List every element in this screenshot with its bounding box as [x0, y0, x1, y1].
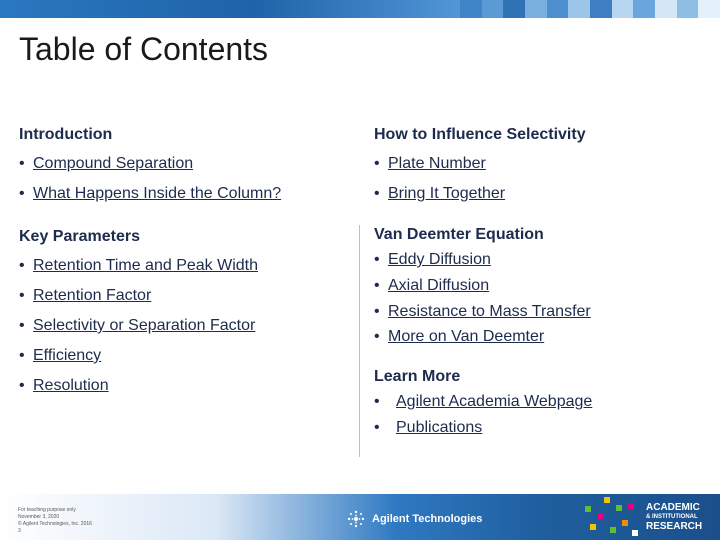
footer-line: November 3, 2020	[18, 514, 60, 520]
toc-link-axial-diffusion[interactable]	[374, 277, 489, 295]
bullet: •	[374, 393, 380, 410]
bullet: •	[374, 328, 380, 345]
toc-link-label[interactable]: Compound Separation	[33, 155, 194, 172]
toc-link-what-happens[interactable]	[19, 185, 281, 203]
toc-link-label[interactable]: Eddy Diffusion	[388, 251, 491, 268]
bullet: •	[19, 287, 25, 304]
academic-research-badge	[646, 502, 718, 532]
toc-link-bring-together[interactable]	[374, 185, 505, 203]
toc-link-label[interactable]: Resistance to Mass Transfer	[388, 303, 591, 320]
bullet: •	[374, 155, 380, 172]
agilent-spark-icon	[346, 509, 366, 529]
bullet: •	[374, 277, 380, 294]
bullet: •	[374, 419, 380, 436]
footer-line: © Agilent Technologies, Inc. 2016	[18, 521, 92, 527]
toc-link-compound-separation[interactable]	[19, 155, 193, 173]
bullet: •	[19, 317, 25, 334]
heading-learn-more: Learn More	[374, 368, 461, 385]
bullet: •	[374, 251, 380, 268]
toc-link-efficiency[interactable]	[19, 347, 101, 365]
toc-link-label[interactable]: Selectivity or Separation Factor	[33, 317, 256, 334]
toc-link-eddy-diffusion[interactable]	[374, 251, 491, 269]
page-number: 3	[18, 528, 21, 534]
heading-introduction: Introduction	[19, 126, 113, 143]
toc-link-label[interactable]: Bring It Together	[388, 185, 506, 202]
badge-line: ACADEMIC	[646, 502, 700, 513]
bullet: •	[19, 257, 25, 274]
toc-link-more-van-deemter[interactable]	[374, 328, 544, 346]
toc-link-label[interactable]: More on Van Deemter	[388, 328, 545, 345]
badge-line: & INSTITUTIONAL	[646, 514, 698, 520]
toc-link-label[interactable]: Agilent Academia Webpage	[396, 393, 593, 410]
heading-influence-selectivity: How to Influence Selectivity	[374, 126, 586, 143]
column-divider	[359, 225, 360, 457]
top-banner	[0, 0, 720, 18]
toc-link-mass-transfer[interactable]	[374, 303, 591, 321]
toc-link-label[interactable]: Efficiency	[33, 347, 102, 364]
logo-text: Agilent Technologies	[372, 513, 483, 525]
toc-link-label[interactable]: Resolution	[33, 377, 109, 394]
bullet: •	[374, 303, 380, 320]
toc-link-label[interactable]: Retention Time and Peak Width	[33, 257, 259, 274]
bullet: •	[19, 155, 25, 172]
toc-link-selectivity[interactable]	[19, 317, 255, 335]
slide-title: Table of Contents	[19, 31, 269, 67]
heading-key-parameters: Key Parameters	[19, 228, 140, 245]
banner-mosaic	[460, 0, 720, 18]
toc-link-label[interactable]: Retention Factor	[33, 287, 152, 304]
bullet: •	[19, 185, 25, 202]
bullet: •	[19, 347, 25, 364]
toc-link-retention-time[interactable]	[19, 257, 258, 275]
footer-line: For teaching purpose only	[18, 507, 76, 513]
toc-link-label[interactable]: Publications	[396, 419, 483, 436]
heading-van-deemter: Van Deemter Equation	[374, 226, 544, 243]
toc-link-academia-webpage[interactable]	[374, 393, 592, 411]
toc-link-resolution[interactable]	[19, 377, 109, 395]
badge-line: RESEARCH	[646, 521, 703, 532]
bullet: •	[19, 377, 25, 394]
agilent-logo	[346, 509, 482, 529]
toc-link-label[interactable]: Plate Number	[388, 155, 486, 172]
toc-link-label[interactable]: Axial Diffusion	[388, 277, 490, 294]
footer-note	[18, 507, 92, 535]
toc-link-retention-factor[interactable]	[19, 287, 151, 305]
toc-link-plate-number[interactable]	[374, 155, 486, 173]
bullet: •	[374, 185, 380, 202]
toc-link-publications[interactable]	[374, 419, 482, 437]
toc-link-label[interactable]: What Happens Inside the Column?	[33, 185, 282, 202]
